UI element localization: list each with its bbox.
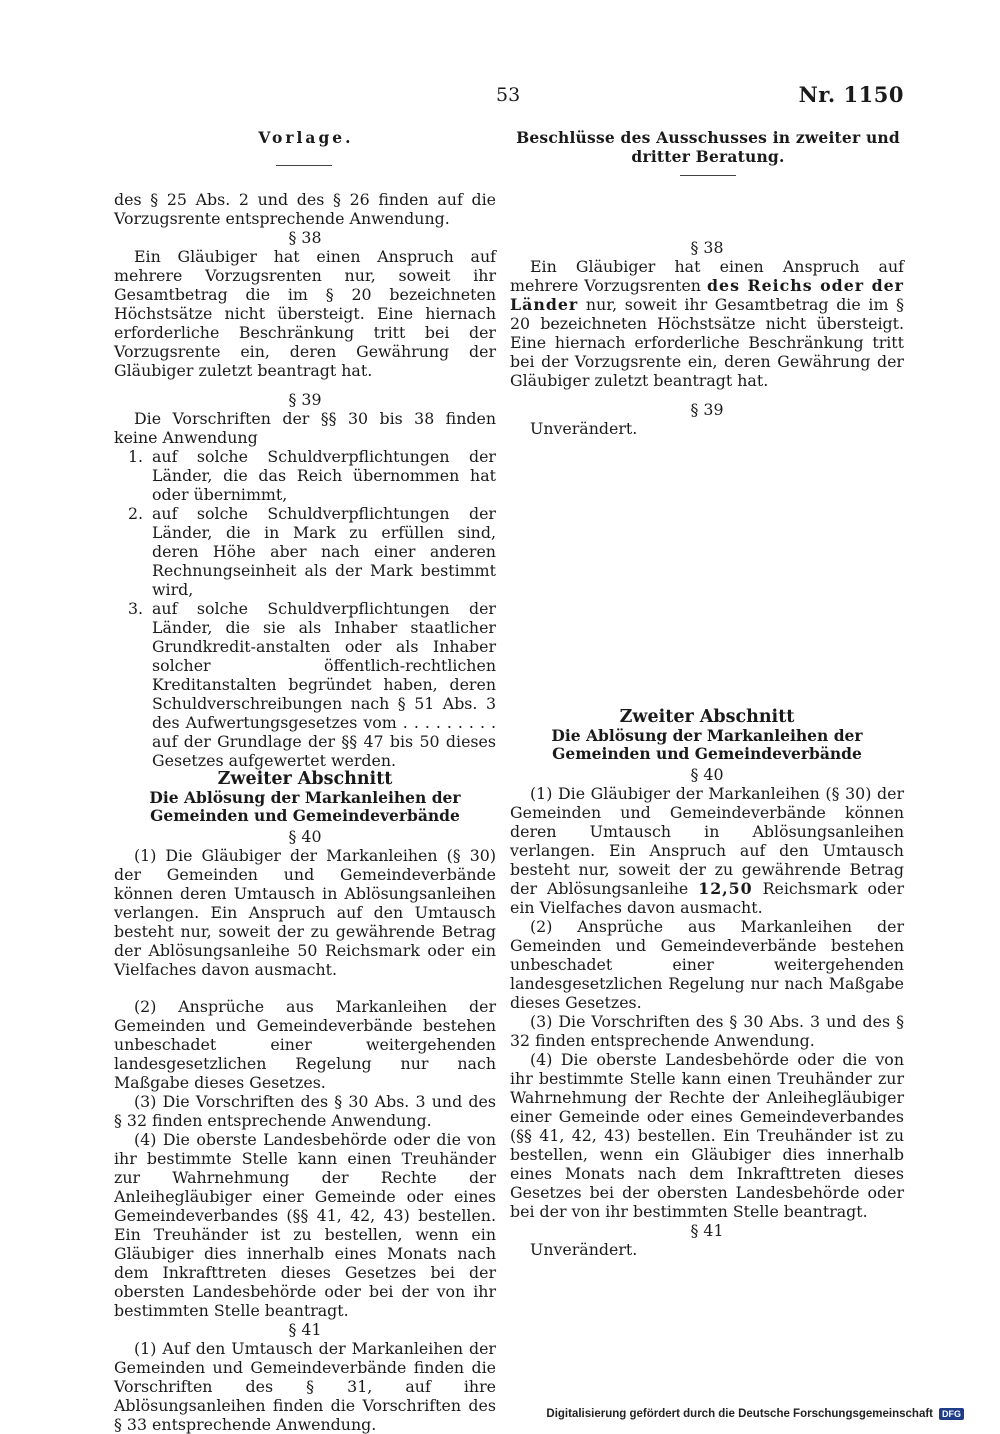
- left-s41-title: § 41: [288, 1320, 322, 1339]
- left-s39-list: [114, 447, 496, 770]
- left-s40-p1: (1) Die Gläubiger der Markanleihen (§ 30) der Gemeinden und Gemeindeverbände können deren Umtausch in Ablösungsanleihen verlangen. Ein Anspruch auf den Umtausch besteht nur, soweit der zu gewährende Betrag der Ablösungsanleihe 50 Reichsmark oder ein Vielfaches davon ausmacht.: [114, 846, 496, 979]
- right-s38-bold: des Reichs oder der Länder: [510, 276, 904, 314]
- right-s40-p4: (4) Die oberste Landesbehörde oder die von ihr bestimmte Stelle kann einen Treuhänder zur Wahrnehmung der Rechte der Anleihegläubiger einer Gemeinde oder eines Gemeindeverbandes (§§ 41, 42, 43) bestellen. Ein Treuhänder ist zu bestellen, wenn ein Gläubiger dies innerhalb eines Monats nach dem Inkrafttreten dieses Gesetzes bei der obersten Landesbehörde oder bei der von ihr bestimmten Stelle beantragt.: [510, 1050, 904, 1221]
- left-s40-p3: (3) Die Vorschriften des § 30 Abs. 3 und des § 32 finden entsprechende Anwendung.: [114, 1092, 496, 1130]
- right-column-heading: Beschlüsse des Ausschusses in zweiter und dritter Beratung.: [516, 128, 900, 166]
- right-s40-bold: 12,50: [698, 879, 753, 898]
- right-chapter-title: Zweiter Abschnitt: [619, 707, 795, 727]
- left-s40-title: § 40: [288, 827, 322, 846]
- right-s40-title: § 40: [690, 765, 724, 784]
- footer-credit: [546, 1408, 964, 1420]
- right-s40-p2: (2) Ansprüche aus Markanleihen der Gemeinden und Gemeindeverbände bestehen unbeschadet einer weitergehenden landesgesetzlichen Regelung nur nach Maßgabe dieses Gesetzes.: [510, 917, 904, 1012]
- footer-credit-text: Digitalisierung gefördert durch die Deutsche Forschungsgemeinschaft: [546, 1408, 933, 1420]
- right-s39-text: Unverändert.: [530, 419, 638, 438]
- list-item: 3. auf solche Schuldverpflichtungen der Länder, die sie als Inhaber staatlicher Grundkredit-anstalten oder als Inhaber solcher öffentlich-rechtlichen Kreditanstalten begründet haben, deren Schuldverschreibungen nach § 51 Abs. 3 des Aufwertungsgesetzes vom . . . . . . . . . auf der Grundlage der §§ 47 bis 50 dieses Gesetzes aufgewertet werden.: [128, 599, 496, 770]
- right-s38-text: Ein Gläubiger hat einen Anspruch auf mehrere Vorzugsrenten des Reichs oder der Länder nur, soweit ihr Gesamtbetrag die im § 20 bezeichneten Höchstsätze nicht übersteigt. Eine hiernach erforderliche Beschränkung tritt bei der Vorzugsrente ein, deren Gewährung der Gläubiger zuletzt beantragt hat.: [510, 257, 904, 390]
- left-chapter-title: Zweiter Abschnitt: [217, 769, 393, 789]
- left-s38-text: Ein Gläubiger hat einen Anspruch auf mehrere Vorzugsrenten nur, soweit ihr Gesamtbetrag die im § 20 bezeichneten Höchstsätze nicht übersteigt. Eine hiernach erforderliche Beschränkung tritt bei der Vorzugsrente ein, deren Gewährung der Gläubiger zuletzt beantragt hat.: [114, 247, 496, 380]
- right-s41-title: § 41: [690, 1221, 724, 1240]
- right-heading-rule: [680, 175, 736, 176]
- right-s40-p1: (1) Die Gläubiger der Markanleihen (§ 30) der Gemeinden und Gemeindeverbände können deren Umtausch in Ablösungsanleihen verlangen. Ein Anspruch auf den Umtausch besteht nur, soweit der zu gewährende Betrag der Ablösungsanleihe 12,50 Reichsmark oder ein Vielfaches davon ausmacht.: [510, 784, 904, 917]
- right-column-lower: [510, 708, 904, 1259]
- right-chapter-subtitle: Die Ablösung der Markanleihen der Gemeinden und Gemeindeverbände: [551, 726, 863, 763]
- right-s39-title: § 39: [690, 400, 724, 419]
- page-number: 53: [496, 84, 521, 106]
- list-item: 2. auf solche Schuldverpflichtungen der Länder, die in Mark zu erfüllen sind, deren Höhe aber nach einer anderen Rechnungseinheit als der Mark bestimmt wird,: [128, 504, 496, 599]
- right-s38-title: § 38: [690, 238, 724, 257]
- right-s40-p3: (3) Die Vorschriften des § 30 Abs. 3 und des § 32 finden entsprechende Anwendung.: [510, 1012, 904, 1050]
- left-s39-title: § 39: [288, 390, 322, 409]
- left-intro: des § 25 Abs. 2 und des § 26 finden auf die Vorzugsrente entsprechende Anwendung.: [114, 190, 496, 228]
- left-s40-p2: (2) Ansprüche aus Markanleihen der Gemeinden und Gemeindeverbände bestehen unbeschadet einer weitergehenden landesgesetzlichen Regelung nur nach Maßgabe dieses Gesetzes.: [114, 997, 496, 1092]
- right-s41-text: Unverändert.: [530, 1240, 638, 1259]
- left-s41-p1: (1) Auf den Umtausch der Markanleihen der Gemeinden und Gemeindeverbände finden die Vorschriften des § 31, auf ihre Ablösungsanleihen finden die Vorschriften des § 33 entsprechende Anwendung.: [114, 1339, 496, 1434]
- left-s39-text: Die Vorschriften der §§ 30 bis 38 finden keine Anwendung: [114, 409, 496, 447]
- left-column: [114, 190, 496, 1434]
- left-s38-title: § 38: [288, 228, 322, 247]
- left-column-heading: Vorlage.: [258, 128, 354, 147]
- document-number: Nr. 1150: [798, 82, 904, 107]
- left-s40-p4: (4) Die oberste Landesbehörde oder die von ihr bestimmte Stelle kann einen Treuhänder zur Wahrnehmung der Rechte der Anleihegläubiger einer Gemeinde oder eines Gemeindeverbandes (§§ 41, 42, 43) bestellen. Ein Treuhänder ist zu bestellen, wenn ein Gläubiger dies innerhalb eines Monats nach dem Inkrafttreten dieses Gesetzes bei der obersten Landesbehörde oder bei der von ihr bestimmten Stelle beantragt.: [114, 1130, 496, 1320]
- list-item: 1. auf solche Schuldverpflichtungen der Länder, die das Reich übernommen hat oder übernimmt,: [128, 447, 496, 504]
- right-column: [510, 238, 904, 438]
- dfg-logo: DFG: [939, 1408, 964, 1420]
- left-chapter-subtitle: Die Ablösung der Markanleihen der Gemeinden und Gemeindeverbände: [149, 788, 461, 825]
- left-heading-rule: [276, 165, 332, 166]
